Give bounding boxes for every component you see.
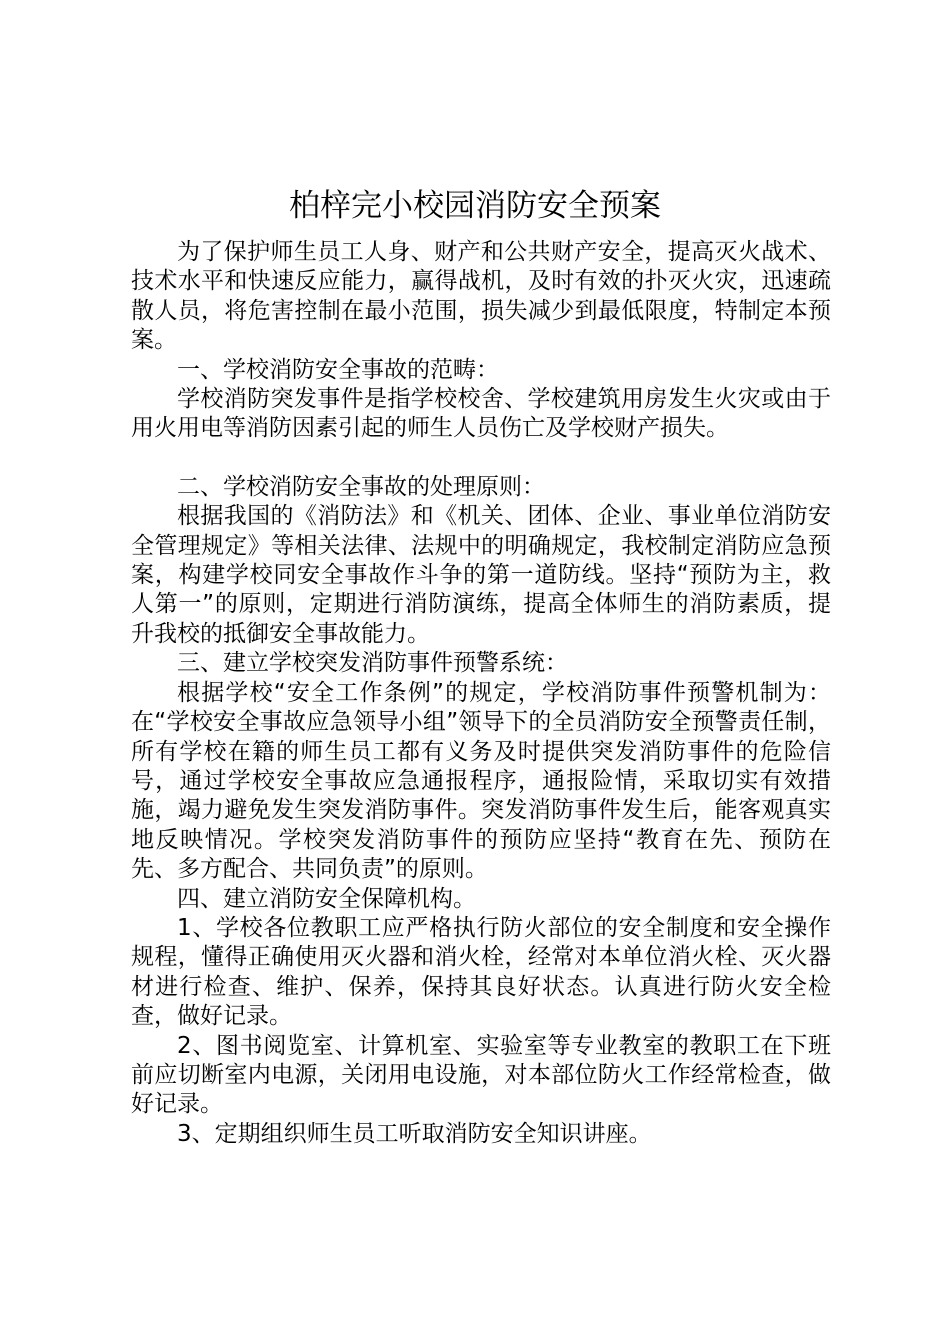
section-4-item-1: 1、学校各位教职工应严格执行防火部位的安全制度和安全操作规程，懂得正确使用灭火器和消火栓，经常对本单位消火栓、灭火器材进行检查、维护、保养，保持其良好状态。认真进行防火安全检查，做好记录。	[131, 914, 831, 1030]
section-4-item-3: 3、定期组织师生员工听取消防安全知识讲座。	[177, 1120, 652, 1147]
blank-line	[131, 444, 831, 473]
section-heading-3: 三、建立学校突发消防事件预警系统：	[177, 650, 568, 677]
section-4-item-2: 2、图书阅览室、计算机室、实验室等专业教室的教职工在下班前应切断室内电源，关闭用电设施，对本部位防火工作经常检查，做好记录。	[131, 1032, 831, 1118]
section-2-paragraph: 根据我国的《消防法》和《机关、团体、企业、事业单位消防安全管理规定》等相关法律、法规中的明确规定，我校制定消防应急预案，构建学校同安全事故作斗争的第一道防线。坚持“预防为主，救人第一”的原则，定期进行消防演练，提高全体师生的消防素质，提升我校的抵御安全事故能力。	[131, 503, 831, 647]
section-3-paragraph: 根据学校“安全工作条例”的规定，学校消防事件预警机制为：在“学校安全事故应急领导小组”领导下的全员消防安全预警责任制，所有学校在籍的师生员工都有义务及时提供突发消防事件的危险信号，通过学校安全事故应急通报程序，通报险情，采取切实有效措施，竭力避免发生突发消防事件。突发消防事件发生后，能客观真实地反映情况。学校突发消防事件的预防应坚持“教育在先、预防在先、多方配合、共同负责”的原则。	[131, 679, 831, 883]
section-heading-1: 一、学校消防安全事故的范畴：	[177, 356, 499, 383]
section-heading-4: 四、建立消防安全保障机构。	[177, 885, 476, 912]
section-heading-2: 二、学校消防安全事故的处理原则：	[177, 473, 545, 500]
document-body	[131, 238, 831, 1149]
document-title: 柏梓完小校园消防安全预案	[289, 188, 661, 224]
section-1-paragraph: 学校消防突发事件是指学校校舍、学校建筑用房发生火灾或由于用火用电等消防因素引起的师生人员伤亡及学校财产损失。	[131, 386, 831, 442]
intro-paragraph: 为了保护师生员工人身、财产和公共财产安全，提高灭火战术、技术水平和快速反应能力，赢得战机，及时有效的扑灭火灾，迅速疏散人员，将危害控制在最小范围，损失减少到最低限度，特制定本预案。	[131, 239, 831, 354]
